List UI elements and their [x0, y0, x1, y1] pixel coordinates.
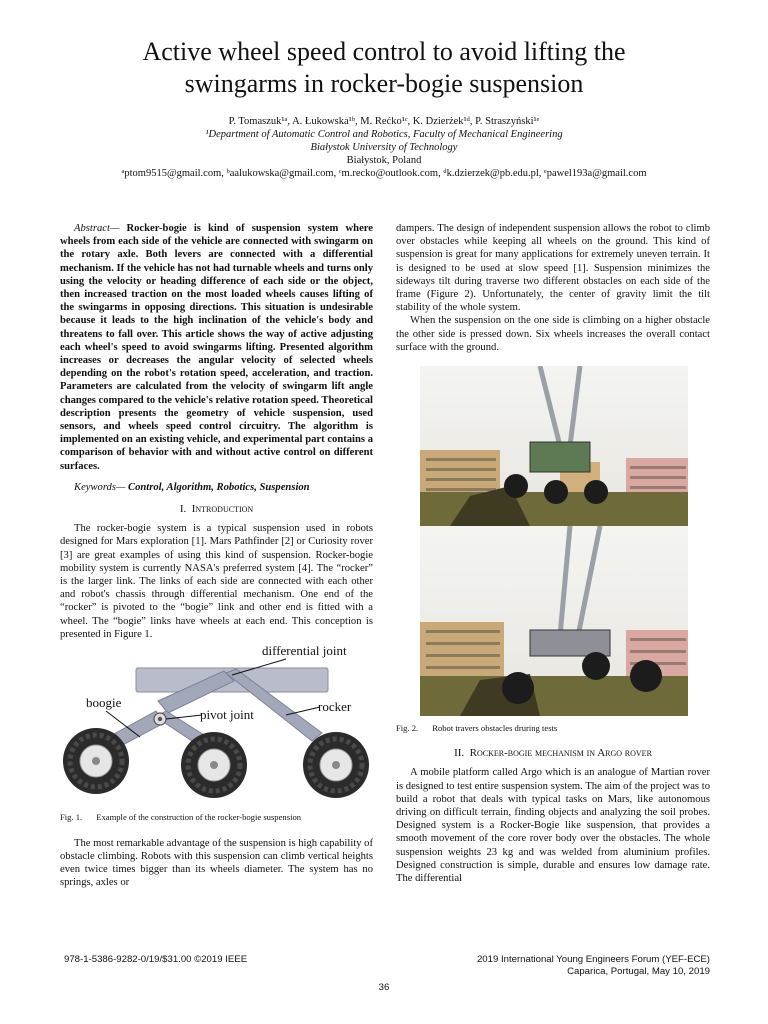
keywords-lead: Keywords— [74, 481, 126, 493]
author-city: Białystok, Poland [346, 155, 422, 166]
title-line-1: Active wheel speed control to avoid lifting the [142, 37, 626, 66]
author-names: P. Tomaszuk¹ᵃ, A. Łukowska¹ᵇ, M. Rećko¹ᶜ, K. Dzierżek¹ᵈ, P. Straszyński¹ᵉ [228, 116, 540, 127]
intro-paragraph-1: The rocker-bogie system is a typical suspension used in robots designed for Mars exploration [1]. Mars Pathfinder [2] or Curiosity rover [3] are great examples of using this kind of suspension. Rocker-bogie mobility system is currently NASA's preferred system [4]. The “rocker” is the larger link. The links of each side are connected with each other and robot's chassis through differential mechanism. One end of the “rocker” is pivoted to the “bogie” link and other end is fitted with a wheel. The “bogie” links have wheels at each end. This conception is presented in Figure 1. [60, 523, 373, 640]
author-university: Białystok University of Technology [310, 142, 458, 153]
robot-wheel [502, 672, 534, 704]
fig1-caption-text: Example of the construction of the rocker-bogie suspension [96, 812, 302, 823]
author-emails: ᵃptom9515@gmail.com, ᵇaalukowska@gmail.com, ᶜm.recko@outlook.com, ᵈk.dzierzek@pb.edu.pl, ᵉpawel193a@gmail.com [121, 168, 647, 179]
intro-paragraph-2: The most remarkable advantage of the suspension is high capability of obstacle climbing. Robots with this suspension can climb vertical heights even twice times bigger than its wheels diameter. The system has no springs, axles or [60, 837, 373, 889]
robot-wheel [584, 480, 608, 504]
author-department: ¹Department of Automatic Control and Robotics, Faculty of Mechanical Engineering [205, 129, 563, 140]
section-heading-rocker-bogie [396, 747, 710, 760]
robot-body [530, 630, 610, 656]
wheel-right [303, 732, 369, 798]
abstract-lead: Abstract— [74, 223, 120, 234]
footer-conference [477, 954, 710, 978]
right-paragraph-1: dampers. The design of independent suspension allows the robot to climb over obstacles while keeping all wheels on the ground. This kind of suspension is great for many applications for extremely uneven terrain. It is designed to be used at slow speed [1]. Suspension minimizes the sideways tilt during traverse two different obstacles on each side of the frame (Figure 2). Unfortunately, the center of gravity limit the tilt stability of the whole system. [396, 223, 710, 314]
figure-1 [60, 641, 373, 824]
rocker-bogie-diagram [60, 641, 373, 801]
left-column [60, 222, 373, 889]
robot-wheel [504, 474, 528, 498]
robot-wheel [544, 480, 568, 504]
pivot-joint-center [158, 717, 162, 721]
label-differential-joint: differential joint [262, 643, 347, 659]
robot-wheel [630, 660, 662, 692]
section-number: II. [454, 747, 465, 760]
figure-2 [396, 366, 710, 735]
keywords-text: Control, Algorithm, Robotics, Suspension [125, 481, 310, 493]
figure-2-caption [396, 722, 710, 735]
abstract [60, 222, 373, 473]
abstract-text: Rocker-bogie is kind of suspension system where wheels from each side of the vehicle are connected with swingarm on the rotary axle. Both levers are connected with a differential mechanism. If the vehicle has not had turnable wheels and turns only using the velocity or heading difference of each side or the object, then increased traction on the most loaded wheels causes lifting of the swingarms in opposing directions. This situation is undesirable because it leads to the high inclination of the vehicle's body and threatens to fall over. This article shows the way of active adjusting each wheel's speed to avoid swingarms lifting. Presented algorithm increases or decreases the angular velocity of selected wheels depending on the robot's rotation speed, acceleration, and traction. Parameters are calculated from the velocity of swingarm lift angle changes compared to the vehicle's relative rotation speed. Theoretical description presents the geometry of vehicle suspension, used sensors, and wheels speed control circuitry. The algorithm is implemented on an existing vehicle, and experimental part contains a comparison of behavior with and without active control on different surfaces. [60, 223, 373, 472]
robot-photo-1 [420, 366, 688, 526]
wheel-middle [181, 732, 247, 798]
label-pivot-joint: pivot joint [200, 707, 254, 723]
section-number: I. [179, 503, 187, 516]
figure-1-caption [60, 811, 373, 824]
title-line-2: swingarms in rocker-bogie suspension [184, 69, 584, 98]
paper-title [0, 36, 768, 100]
wheel-left [63, 728, 129, 794]
robot-photo-2 [420, 526, 688, 716]
fig2-caption-text: Robot travers obstacles druring tests [432, 723, 558, 734]
footer-conference-place: Caparica, Portugal, May 10, 2019 [567, 966, 710, 977]
label-rocker: rocker [318, 699, 352, 715]
page-number: 36 [378, 982, 390, 993]
footer-conference-name: 2019 International Young Engineers Forum (YEF-ECE) [476, 954, 710, 965]
robot-body [530, 442, 590, 472]
right-column [396, 222, 710, 885]
section2-paragraph-1: A mobile platform called Argo which is an analogue of Martian rover is designed to test entire suspension system. The aim of the project was to build a robot that deals with typical tasks on Mars, like autonomous driving on difficult terrain, finding objects and analyzing the soil probes. Designed system is a Rocker-Bogie like suspension, that provides a smooth movement of the core rover body over the obstacles. The whole suspension weights 23 kg and was welded from aluminium profiles. Designed construction is simple, durable and ensures low damage rate. The differential [396, 767, 710, 885]
author-block [0, 115, 768, 180]
keywords [60, 481, 373, 494]
fig2-caption-number: Fig. 2. [396, 723, 419, 734]
footer-isbn: 978-1-5386-9282-0/19/$31.00 ©2019 IEEE [64, 954, 248, 965]
section-heading-introduction [60, 503, 373, 516]
right-paragraph-2: When the suspension on the one side is climbing on a higher obstacle the other side is pressed down. Six wheels increases the overall contact surface with the ground. [396, 315, 710, 353]
section-title: Introduction [191, 503, 254, 516]
robot-wheel [582, 652, 610, 680]
section-title: Rocker-bogie mechanism in Argo rover [469, 747, 652, 760]
fig1-caption-number: Fig. 1. [60, 812, 83, 823]
label-boogie: boogie [86, 695, 122, 711]
